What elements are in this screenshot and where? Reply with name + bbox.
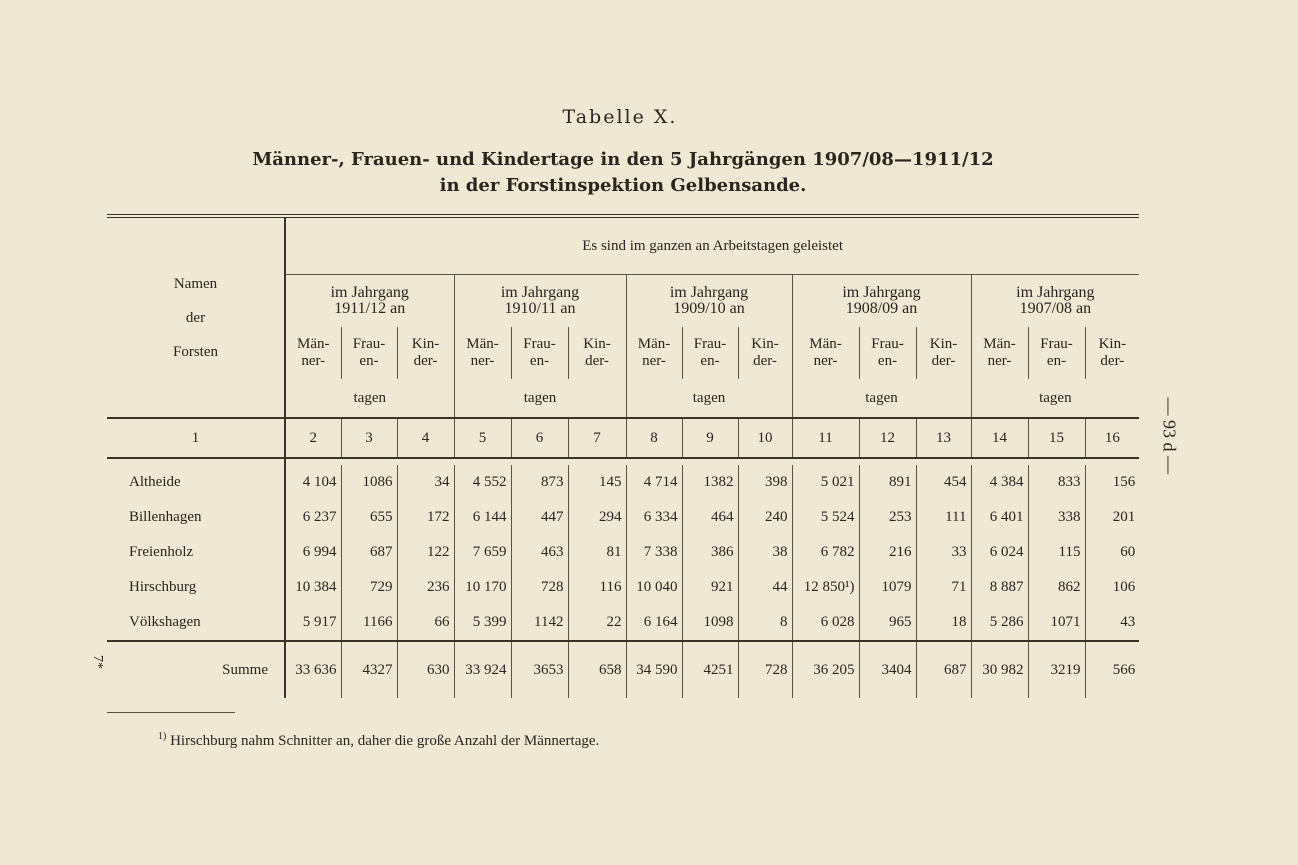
- sum-cell: 36 205: [792, 641, 859, 698]
- footnote-rule: [107, 712, 235, 713]
- sub-header-line-2: en-: [359, 353, 379, 369]
- footnote: [158, 731, 599, 750]
- table-cell: 22: [568, 605, 626, 641]
- table-cell: 115: [1028, 535, 1085, 570]
- sub-header-line-1: Kin-: [1098, 336, 1127, 352]
- sub-header-line-2: en-: [529, 353, 550, 369]
- year-header-line-2: 1910/11 an: [504, 300, 576, 317]
- table-cell: 81: [568, 535, 626, 570]
- title-line-1: Männer-, Frauen- und Kindertage in den 5 Jahrgängen 1907/08—1911/12: [252, 149, 994, 170]
- sub-header: [682, 327, 738, 379]
- sub-header-line-1: Frau-: [352, 336, 386, 352]
- table-cell: 464: [682, 500, 738, 535]
- column-number: 1: [107, 418, 285, 458]
- sub-header-line-1: Frau-: [871, 336, 904, 352]
- tagen-label: tagen: [454, 379, 626, 418]
- year-header: [454, 275, 626, 328]
- column-number: 16: [1085, 418, 1139, 458]
- table-cell: 10 384: [295, 579, 337, 595]
- year-header-line-2: 1909/10 an: [673, 300, 745, 317]
- sum-cell: 4327: [341, 641, 397, 698]
- tagen-label: tagen: [353, 389, 386, 406]
- sub-header-line-2: ner-: [987, 353, 1012, 369]
- sub-header-line-1: Kin-: [929, 336, 958, 352]
- sum-row: [107, 641, 1139, 698]
- sum-cell: 33 636: [295, 661, 337, 678]
- names-header: [107, 216, 285, 418]
- table-cell: 1086: [341, 465, 397, 500]
- table-cell: 454: [916, 465, 971, 500]
- sub-header-line-2: ner-: [642, 353, 666, 369]
- sum-cell: 3219: [1028, 641, 1085, 698]
- sub-header: [859, 327, 916, 379]
- table-cell: 1071: [1028, 605, 1085, 641]
- table-cell: 38: [738, 535, 792, 570]
- table-cell: 4 714: [626, 465, 682, 500]
- table-cell: 1166: [341, 605, 397, 641]
- table-cell: 862: [1028, 570, 1085, 605]
- sum-label: Summe: [107, 641, 285, 698]
- sub-header-line-1: Män-: [809, 336, 842, 352]
- sub-header-line-2: der-: [1100, 353, 1125, 369]
- sub-header-line-1: Män-: [637, 336, 671, 352]
- table-cell: 236: [397, 570, 454, 605]
- sum-cell: 4251: [682, 641, 738, 698]
- sub-header-line-2: der-: [585, 353, 609, 369]
- table-cell: 111: [916, 500, 971, 535]
- sum-cell: 33 924: [454, 641, 511, 698]
- table-cell: 6 164: [626, 605, 682, 641]
- sub-header-line-1: Frau-: [523, 336, 556, 352]
- table-cell: 294: [568, 500, 626, 535]
- table-cell: 122: [397, 535, 454, 570]
- column-number: 4: [397, 418, 454, 458]
- column-number: 15: [1028, 418, 1085, 458]
- table-cell: 172: [397, 500, 454, 535]
- sub-header-line-2: der-: [413, 353, 438, 369]
- column-number: 2: [309, 429, 317, 446]
- sub-header-line-1: Män-: [466, 336, 499, 352]
- table-cell: 156: [1085, 465, 1139, 500]
- table-cell: 10 170: [454, 570, 511, 605]
- sub-header: [971, 327, 1028, 379]
- column-number: 13: [916, 418, 971, 458]
- table-cell: 1142: [511, 605, 568, 641]
- footnote-marker: 1): [158, 731, 167, 742]
- table-cell: 6 334: [626, 500, 682, 535]
- sub-header-line-2: ner-: [470, 353, 495, 369]
- table-cell: 10 040: [626, 570, 682, 605]
- table-cell: 12 850¹): [792, 570, 859, 605]
- sub-header: [285, 327, 341, 379]
- table-cell: 873: [511, 465, 568, 500]
- sub-header: [1028, 327, 1085, 379]
- table-cell: 8: [738, 605, 792, 641]
- sub-header: [397, 327, 454, 379]
- tagen-label: tagen: [792, 379, 971, 418]
- page-number-margin: [1156, 350, 1182, 490]
- forest-name: Hirschburg: [107, 570, 285, 605]
- sub-header: [568, 327, 626, 379]
- table-cell: 5 286: [971, 605, 1028, 641]
- column-number: 10: [738, 418, 792, 458]
- sum-cell: 3404: [859, 641, 916, 698]
- table-row: [107, 535, 1139, 570]
- year-header-line-1: im Jahrgang: [500, 284, 580, 301]
- column-number: 11: [792, 418, 859, 458]
- table-cell: 4 384: [971, 465, 1028, 500]
- sub-header-line-1: Frau-: [1040, 336, 1073, 352]
- table-row: [107, 465, 1139, 500]
- table-cell: 33: [916, 535, 971, 570]
- data-table: [107, 214, 1139, 698]
- group-title: Es sind im ganzen an Arbeitstagen geleistet: [582, 237, 843, 254]
- table-cell: 6 994: [302, 544, 337, 560]
- table-cell: 18: [916, 605, 971, 641]
- year-header-line-2: 1908/09 an: [845, 300, 918, 317]
- tagen-label: tagen: [971, 379, 1139, 418]
- year-header-line-1: im Jahrgang: [330, 284, 409, 301]
- sub-header-line-1: Kin-: [751, 336, 779, 352]
- table-cell: 4 552: [454, 465, 511, 500]
- table-row: [107, 570, 1139, 605]
- sub-header: [792, 327, 859, 379]
- table-cell: 6 024: [971, 535, 1028, 570]
- table-cell: 4 104: [302, 474, 337, 490]
- sub-header: [626, 327, 682, 379]
- sum-cell: 658: [568, 641, 626, 698]
- table-cell: 6 401: [971, 500, 1028, 535]
- table-cell: 386: [682, 535, 738, 570]
- forest-name: Freienholz: [107, 535, 285, 570]
- column-number: 7: [568, 418, 626, 458]
- table-cell: 1382: [682, 465, 738, 500]
- sub-header-line-2: ner-: [813, 353, 838, 369]
- table-cell: 5 917: [302, 614, 337, 630]
- tagen-label: tagen: [626, 379, 792, 418]
- table-cell: 1098: [682, 605, 738, 641]
- table-cell: 34: [397, 465, 454, 500]
- table-cell: 687: [341, 535, 397, 570]
- table-row: [107, 500, 1139, 535]
- table-cell: 7 338: [626, 535, 682, 570]
- table-cell: 6 237: [302, 509, 337, 525]
- year-header-line-1: im Jahrgang: [1016, 284, 1095, 301]
- column-number: 9: [682, 418, 738, 458]
- table-cell: 447: [511, 500, 568, 535]
- forest-name: Völkshagen: [107, 605, 285, 641]
- column-number: 5: [454, 418, 511, 458]
- table-cell: 729: [341, 570, 397, 605]
- year-header: [285, 275, 454, 328]
- table-cell: 5 524: [792, 500, 859, 535]
- sub-header: [738, 327, 792, 379]
- table-cell: 106: [1085, 570, 1139, 605]
- sub-header: [1085, 327, 1139, 379]
- table-cell: 833: [1028, 465, 1085, 500]
- forest-name: Altheide: [107, 465, 285, 500]
- table-cell: 116: [568, 570, 626, 605]
- page-number: — 93 d —: [1159, 397, 1180, 474]
- signature-mark: 7*: [90, 655, 105, 669]
- table-cell: 240: [738, 500, 792, 535]
- sum-cell: 728: [738, 641, 792, 698]
- year-header: [971, 275, 1139, 328]
- table-cell: 1079: [859, 570, 916, 605]
- sub-header-line-2: en-: [700, 353, 720, 369]
- title-line-2: in der Forstinspektion Gelbensande.: [439, 175, 807, 196]
- column-number: 14: [971, 418, 1028, 458]
- table-cell: 5 399: [454, 605, 511, 641]
- sub-header-line-1: Kin-: [583, 336, 611, 352]
- sum-cell: 630: [397, 641, 454, 698]
- table-cell: 463: [511, 535, 568, 570]
- table-cell: 145: [568, 465, 626, 500]
- year-header-line-2: 1907/08 an: [1019, 300, 1092, 317]
- sub-header-line-2: ner-: [301, 353, 326, 369]
- year-header-line-1: im Jahrgang: [669, 284, 749, 301]
- column-number: 3: [341, 418, 397, 458]
- table-cell: 6 028: [792, 605, 859, 641]
- table-cell: 60: [1085, 535, 1139, 570]
- table-cell: 728: [511, 570, 568, 605]
- column-number: 6: [511, 418, 568, 458]
- table-cell: 253: [859, 500, 916, 535]
- sum-cell: 566: [1085, 641, 1139, 698]
- sub-header: [454, 327, 511, 379]
- sub-header-line-2: en-: [1046, 353, 1067, 369]
- table-cell: 6 144: [454, 500, 511, 535]
- sub-header-line-1: Män-: [297, 336, 330, 352]
- table-cell: 965: [859, 605, 916, 641]
- table-label: Tabelle X.: [562, 106, 678, 128]
- column-number: 8: [626, 418, 682, 458]
- column-number: 12: [859, 418, 916, 458]
- sum-cell: 34 590: [626, 641, 682, 698]
- forest-name: Billenhagen: [107, 500, 285, 535]
- year-header: [792, 275, 971, 328]
- sub-header-line-1: Kin-: [411, 336, 440, 352]
- table-cell: 66: [397, 605, 454, 641]
- table-cell: 201: [1085, 500, 1139, 535]
- sub-header-line-2: en-: [877, 353, 898, 369]
- footnote-text: Hirschburg nahm Schnitter an, daher die große Anzahl der Männertage.: [170, 733, 600, 749]
- table-cell: 216: [859, 535, 916, 570]
- names-header-line-3: Forsten: [173, 343, 218, 360]
- sum-cell: 3653: [511, 641, 568, 698]
- sub-header-line-2: der-: [753, 353, 777, 369]
- sum-cell: 687: [916, 641, 971, 698]
- table-cell: 43: [1085, 605, 1139, 641]
- table-cell: 398: [738, 465, 792, 500]
- sub-header-line-1: Män-: [983, 336, 1016, 352]
- table-cell: 8 887: [971, 570, 1028, 605]
- table-cell: 891: [859, 465, 916, 500]
- table-cell: 655: [341, 500, 397, 535]
- sub-header-line-2: der-: [931, 353, 956, 369]
- names-header-line-2: der: [185, 309, 206, 326]
- sub-header: [341, 327, 397, 379]
- sum-cell: 30 982: [971, 641, 1028, 698]
- year-header-line-2: 1911/12 an: [334, 300, 406, 317]
- year-header-line-1: im Jahrgang: [842, 284, 921, 301]
- table-cell: 6 782: [792, 535, 859, 570]
- table-cell: 71: [916, 570, 971, 605]
- table-cell: 7 659: [454, 535, 511, 570]
- sub-header: [916, 327, 971, 379]
- table-cell: 338: [1028, 500, 1085, 535]
- table-cell: 5 021: [792, 465, 859, 500]
- names-header-line-1: Namen: [173, 275, 218, 292]
- table-cell: 921: [682, 570, 738, 605]
- table-cell: 44: [738, 570, 792, 605]
- sub-header-line-1: Frau-: [693, 336, 727, 352]
- sub-header: [511, 327, 568, 379]
- table-row: [107, 605, 1139, 641]
- year-header: [626, 275, 792, 328]
